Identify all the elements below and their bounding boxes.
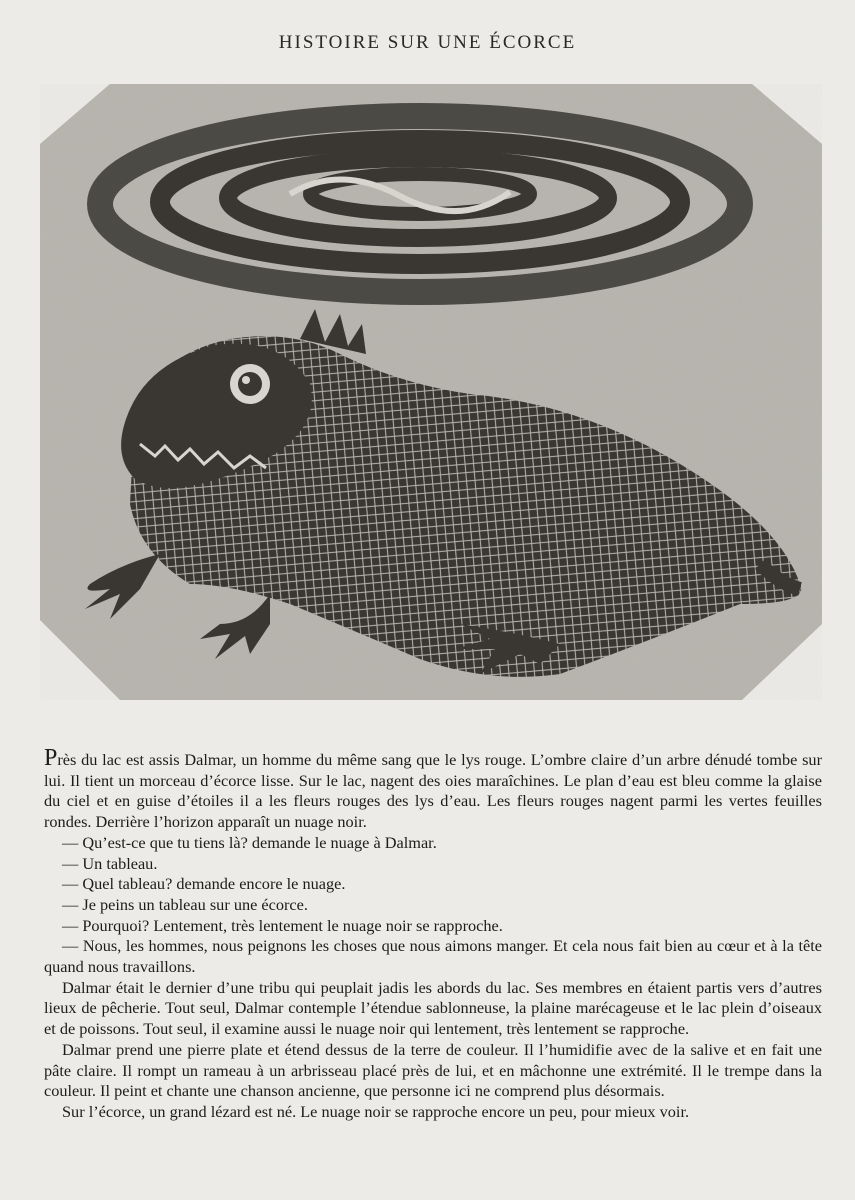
dialogue-line: — Je peins un tableau sur une écorce. — [62, 894, 308, 914]
paragraph: Dalmar prend une pierre plate et étend dessus de la terre de couleur. Il l’humidifie avec de la salive et en fait une pâte claire. Il rompt un rameau à un arbrisseau placé près de lui, et en mâchonne une extrémité. Il le trempe dans la couleur. Il peint et chante une chanson ancienne, que personne ici ne comprend plus désormais. — [44, 1039, 822, 1101]
lizard-bark-painting — [40, 84, 822, 700]
dialogue-line: — Nous, les hommes, nous peignons les choses que nous aimons manger. Et cela nous fait bien au cœur et à la tête quand nous travaillons. — [44, 936, 822, 977]
story-text — [44, 746, 822, 1123]
drop-cap: P — [44, 745, 58, 771]
dialogue-line: — Quel tableau? demande encore le nuage. — [62, 874, 346, 894]
paragraph: Sur l’écorce, un grand lézard est né. Le nuage noir se rapproche encore un peu, pour mieux voir. — [62, 1101, 690, 1121]
dialogue-line: — Pourquoi? Lentement, très lentement le nuage noir se rapproche. — [62, 915, 503, 935]
dialogue-line: — Un tableau. — [62, 853, 158, 873]
bark-painting-illustration — [40, 84, 822, 700]
paragraph: Dalmar était le dernier d’une tribu qui peuplait jadis les abords du lac. Ses membres en étaient partis vers d’autres lieux de pêcherie. Tout seul, Dalmar contemple l’étendue sablonneuse, la plaine marécageuse et le lac plein d’oiseaux et de poissons. Tout seul, il examine aussi le nuage noir qui lentement, très lentement se rapproche. — [44, 977, 822, 1039]
dialogue-line: — Qu’est-ce que tu tiens là? demande le nuage à Dalmar. — [62, 832, 437, 852]
paragraph: Près du lac est assis Dalmar, un homme du même sang que le lys rouge. L’ombre claire d’un arbre dénudé tombe sur lui. Il tient un morceau d’écorce lisse. Sur le lac, nagent des oies maraîchines. Le plan d’eau est bleu comme la glaise du ciel et en guise d’étoiles il a les fleurs rouges des lys d’eau. Les fleurs rouges nagent parmi les vertes feuilles rondes. Derrière l’horizon apparaît un nuage noir. — [44, 745, 822, 832]
page-title: HISTOIRE SUR UNE ÉCORCE — [278, 32, 577, 53]
